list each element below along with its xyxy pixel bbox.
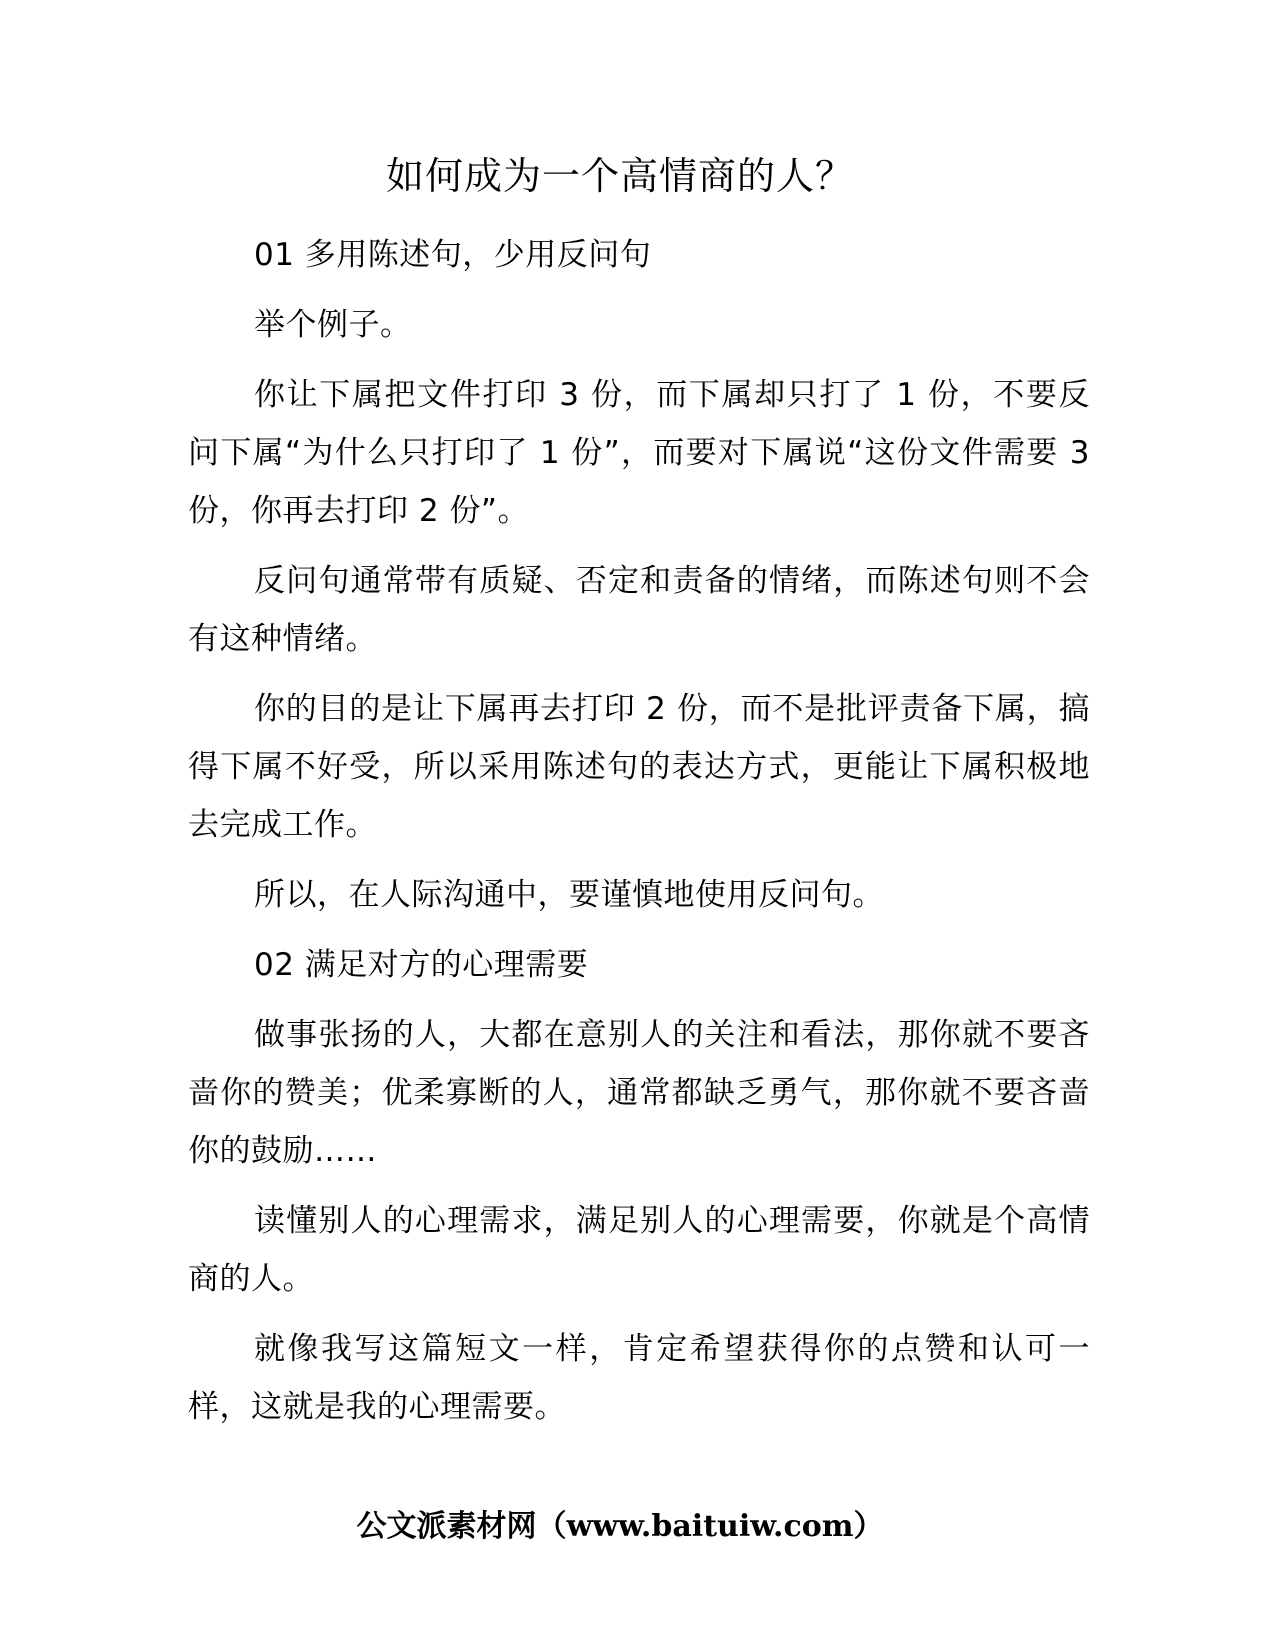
paragraph: 就像我写这篇短文一样，肯定希望获得你的点赞和认可一样，这就是我的心理需要。 [188, 1331, 1090, 1425]
section-heading-02: 02 满足对方的心理需要 [254, 947, 589, 983]
paragraph: 反问句通常带有质疑、否定和责备的情绪，而陈述句则不会有这种情绪。 [188, 563, 1090, 657]
document-body [188, 226, 1090, 1448]
paragraph: 举个例子。 [254, 307, 412, 343]
source-footer: 公文派素材网（www.baituiw.com） [356, 1509, 884, 1544]
paragraph: 所以，在人际沟通中，要谨慎地使用反问句。 [254, 877, 884, 913]
paragraph: 读懂别人的心理需求，满足别人的心理需要，你就是个高情商的人。 [188, 1203, 1090, 1297]
paragraph: 你让下属把文件打印 3 份，而下属却只打了 1 份，不要反问下属“为什么只打印了 1 份”，而要对下属说“这份文件需要 3 份，你再去打印 2 份”。 [188, 377, 1090, 529]
paragraph: 你的目的是让下属再去打印 2 份，而不是批评责备下属，搞得下属不好受，所以采用陈述句的表达方式，更能让下属积极地去完成工作。 [188, 691, 1090, 843]
section-heading-01: 01 多用陈述句，少用反问句 [254, 237, 652, 273]
page-title: 如何成为一个高情商的人？ [385, 154, 854, 198]
paragraph: 做事张扬的人，大都在意别人的关注和看法，那你就不要吝啬你的赞美；优柔寡断的人，通常都缺乏勇气，那你就不要吝啬你的鼓励…… [188, 1017, 1090, 1169]
